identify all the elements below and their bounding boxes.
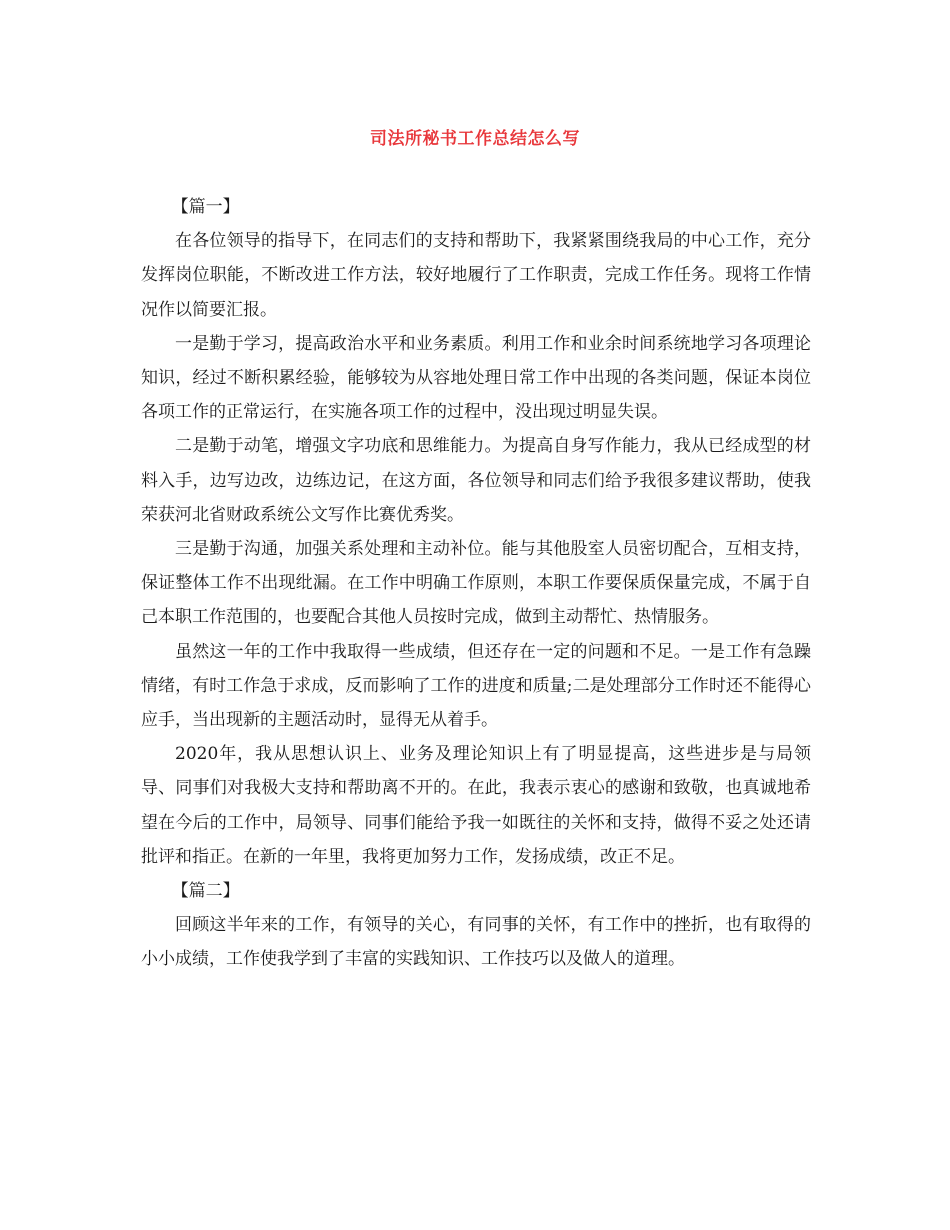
paragraph-shortcomings: 虽然这一年的工作中我取得一些成绩，但还存在一定的问题和不足。一是工作有急躁情绪，有时工作急于求成，反而影响了工作的进度和质量;二是处理部分工作时还不能得心应手，当出现新的主题活动时，显得无从着手。 xyxy=(141,641,811,731)
paragraph-communication: 三是勤于沟通，加强关系处理和主动补位。能与其他股室人员密切配合，互相支持，保证整体工作不出现纰漏。在工作中明确工作原则，本职工作要保质保量完成，不属于自己本职工作范围的，也要配合其他人员按时完成，做到主动帮忙、热情服务。 xyxy=(141,539,811,628)
paragraph-conclusion: 2020年，我从思想认识上、业务及理论知识上有了明显提高，这些进步是与局领导、同事们对我极大支持和帮助离不开的。在此，我表示衷心的感谢和致敬，也真诚地希望在今后的工作中，局领导、同事们能给予我一如既往的关怀和支持，做得不妥之处还请批评和指正。在新的一年里，我将更加努力工作，发扬成绩，改正不足。 xyxy=(141,744,811,867)
paragraph-writing: 二是勤于动笔，增强文字功底和思维能力。为提高自身写作能力，我从已经成型的材料入手，边写边改，边练边记，在这方面，各位领导和同志们给予我很多建议帮助，使我荣获河北省财政系统公文写作比赛优秀奖。 xyxy=(141,436,811,525)
paragraph-review: 回顾这半年来的工作，有领导的关心，有同事的关怀，有工作中的挫折，也有取得的小小成绩，工作使我学到了丰富的实践知识、工作技巧以及做人的道理。 xyxy=(141,915,811,970)
section-heading-2: 【篇二】 xyxy=(171,881,240,902)
document-title: 司法所秘书工作总结怎么写 xyxy=(370,129,580,149)
paragraph-study: 一是勤于学习，提高政治水平和业务素质。利用工作和业余时间系统地学习各项理论知识，经过不断积累经验，能够较为从容地处理日常工作中出现的各类问题，保证本岗位各项工作的正常运行，在实施各项工作的过程中，没出现过明显失误。 xyxy=(141,333,811,423)
paragraph-intro: 在各位领导的指导下，在同志们的支持和帮助下，我紧紧围绕我局的中心工作，充分发挥岗位职能，不断改进工作方法，较好地履行了工作职责，完成工作任务。现将工作情况作以简要汇报。 xyxy=(141,231,811,320)
document-body xyxy=(141,190,811,977)
section-heading-1: 【篇一】 xyxy=(171,197,240,217)
